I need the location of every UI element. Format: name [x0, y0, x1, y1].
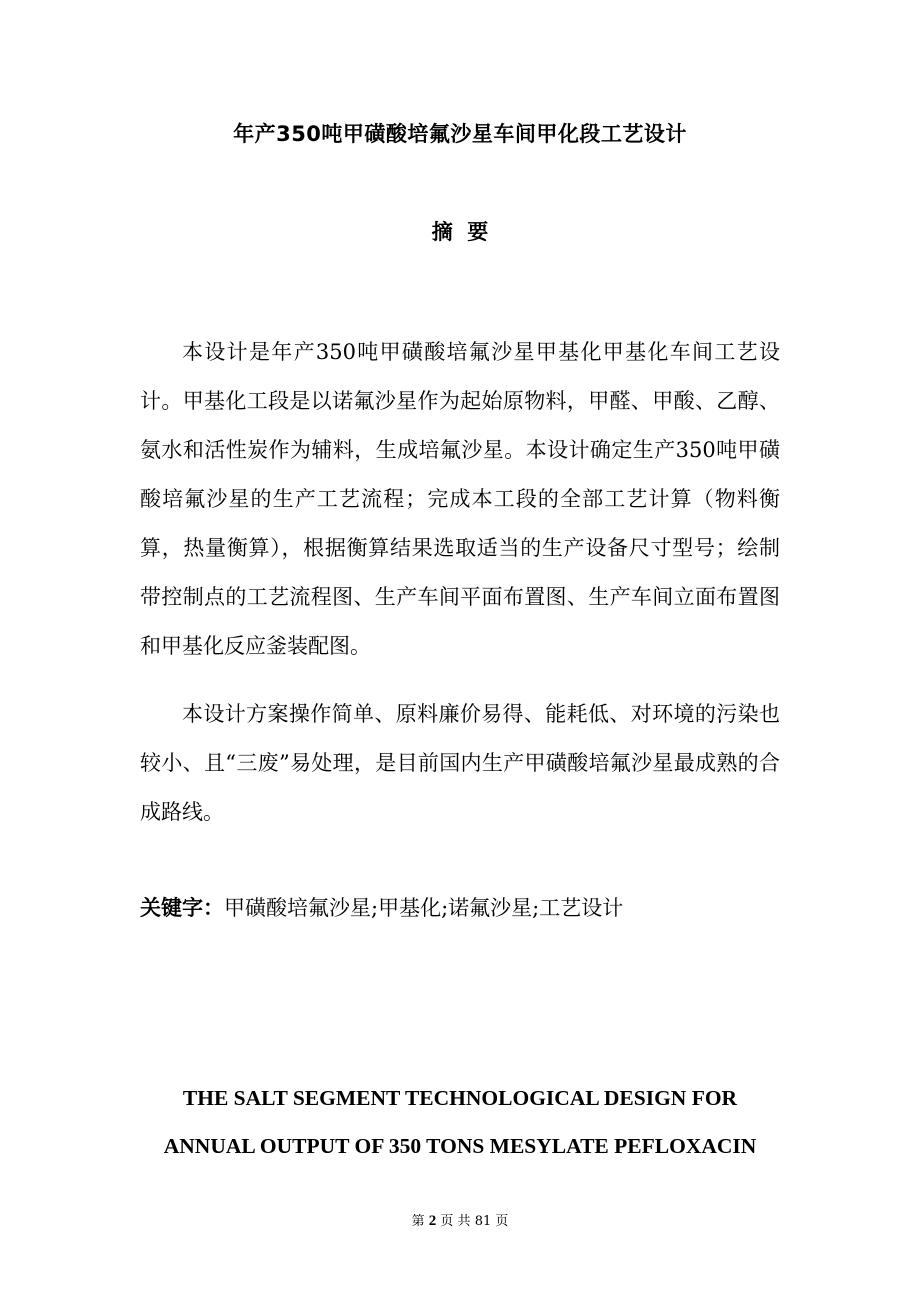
- abstract-heading: 摘 要: [431, 220, 489, 244]
- footer-prefix: 第: [411, 1214, 425, 1229]
- footer-suffix: 页: [495, 1214, 509, 1229]
- keywords-line: [140, 888, 780, 928]
- abstract-paragraph-2: 本设计方案操作简单、原料廉价易得、能耗低、对环境的污染也较小、且“三废”易处理，是目前国内生产甲磺酸培氟沙星最成熟的合成路线。: [140, 702, 780, 824]
- english-title-line-1: THE SALT SEGMENT TECHNOLOGICAL DESIGN FOR: [182, 1086, 738, 1110]
- footer-middle: 页 共: [440, 1214, 471, 1229]
- chinese-title: 年产350吨甲磺酸培氟沙星车间甲化段工艺设计: [233, 122, 687, 146]
- english-title-line-2: ANNUAL OUTPUT OF 350 TONS MESYLATE PEFLOXACIN: [163, 1134, 757, 1158]
- footer-total-pages: 81: [474, 1214, 492, 1229]
- footer-page-number: 2: [428, 1213, 437, 1229]
- page-footer: [0, 1210, 920, 1230]
- keywords-value: 甲磺酸培氟沙星;甲基化;诺氟沙星;工艺设计: [224, 896, 624, 920]
- keywords-label: 关键字：: [140, 896, 224, 920]
- abstract-paragraph-1: 本设计是年产350吨甲磺酸培氟沙星甲基化甲基化车间工艺设计。甲基化工段是以诺氟沙星作为起始原物料，甲醛、甲酸、乙醇、氨水和活性炭作为辅料，生成培氟沙星。本设计确定生产350吨甲磺酸培氟沙星的生产工艺流程；完成本工段的全部工艺计算（物料衡算，热量衡算），根据衡算结果选取适当的生产设备尺寸型号；绘制带控制点的工艺流程图、生产车间平面布置图、生产车间立面布置图和甲基化反应釜装配图。: [140, 340, 780, 658]
